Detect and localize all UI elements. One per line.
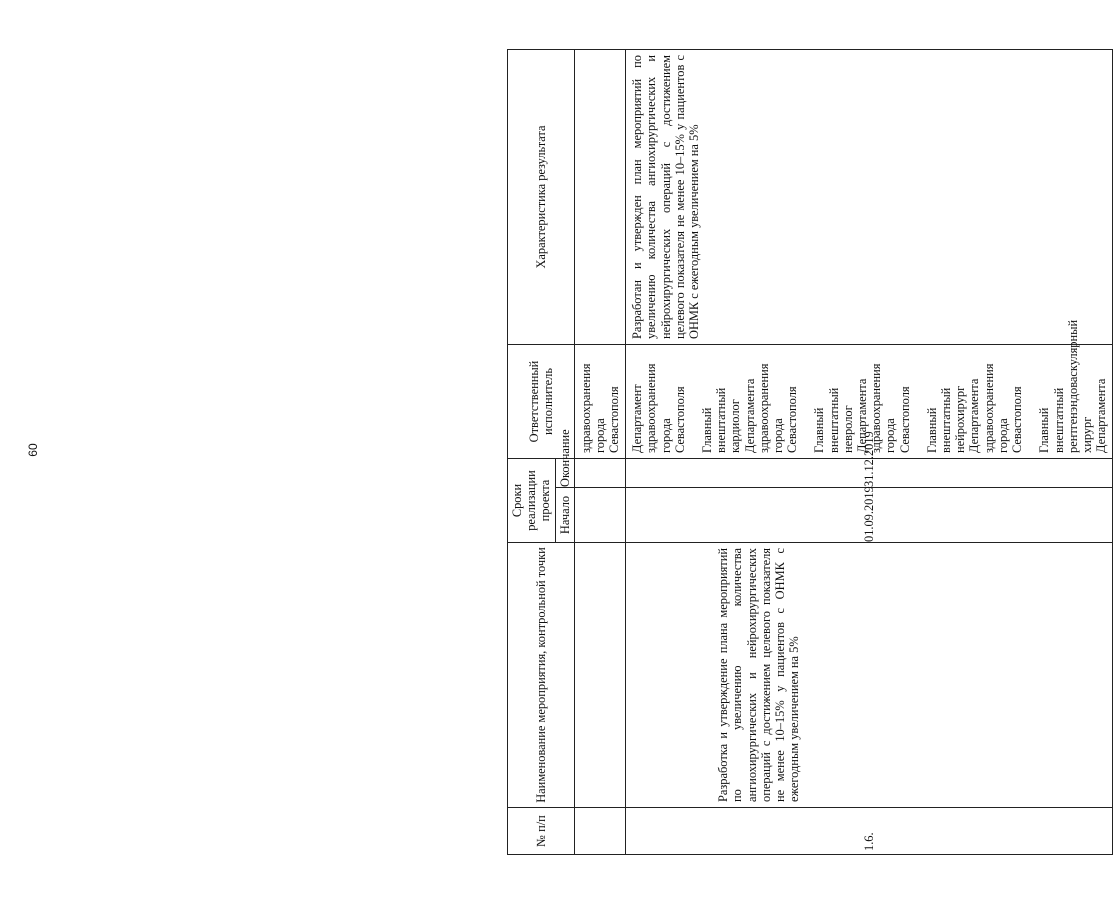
table-row-continuation xyxy=(574,50,626,855)
row-responsible-cell xyxy=(626,319,1113,459)
cont-start-cell xyxy=(574,488,626,543)
header-result: Характеристика результата xyxy=(508,50,575,345)
cont-name-cell xyxy=(574,543,626,808)
row-num-cell: 1.6. xyxy=(626,808,1113,855)
header-end: Окончание xyxy=(555,459,574,488)
row-name-cell: Разработка и утверждение плана мероприятий по увеличению количества ангиохирургических и нейрохирургических операций с достижением целевого показателя не менее 10–15% у пациентов с ОНМК с ежегодным увеличением на 5% xyxy=(626,543,1113,808)
table-header-row xyxy=(508,50,556,855)
header-responsible: Ответственный исполнитель xyxy=(508,345,575,459)
row-result-cell: Разработан и утвержден план мероприятий по увеличению количества ангиохирургических и нейрохирургических операций с достижением целевого показателя не менее 10–15% у пациентов с ОНМК с ежегодным увеличением на 5% xyxy=(626,50,1113,345)
responsible-item: Главный внештатный рентгенэндоваскулярный хирург Департамента xyxy=(1037,319,1109,453)
responsible-item: Департамент здравоохранения города Севастополя xyxy=(630,363,687,453)
header-activity-name: Наименование мероприятия, контрольной точки xyxy=(508,543,575,808)
header-start: Начало xyxy=(555,488,574,543)
cont-responsible-cell: здравоохранения города Севастополя xyxy=(574,345,626,459)
row-start-cell: 01.09.2019 xyxy=(626,488,1113,543)
cont-end-cell xyxy=(574,459,626,488)
row-end-cell: 31.12.2019 xyxy=(626,459,1113,488)
page-number: 60 xyxy=(26,443,40,457)
rotated-table-block xyxy=(507,50,1109,855)
responsible-item: Главный внештатный кардиолог Департамента здравоохранения города Севастополя xyxy=(700,363,800,453)
header-period: Сроки реализации проекта xyxy=(508,459,556,543)
table-row xyxy=(626,50,1113,855)
cont-num-cell xyxy=(574,808,626,855)
responsible-item: Главный внештатный невролог Департамента здравоохранения города Севастополя xyxy=(812,363,912,453)
header-num: № п/п xyxy=(508,808,575,855)
activities-table xyxy=(507,49,1113,855)
responsible-item: Главный внештатный нейрохирург Департамента здравоохранения города Севастополя xyxy=(924,363,1025,453)
cont-result-cell xyxy=(574,50,626,345)
